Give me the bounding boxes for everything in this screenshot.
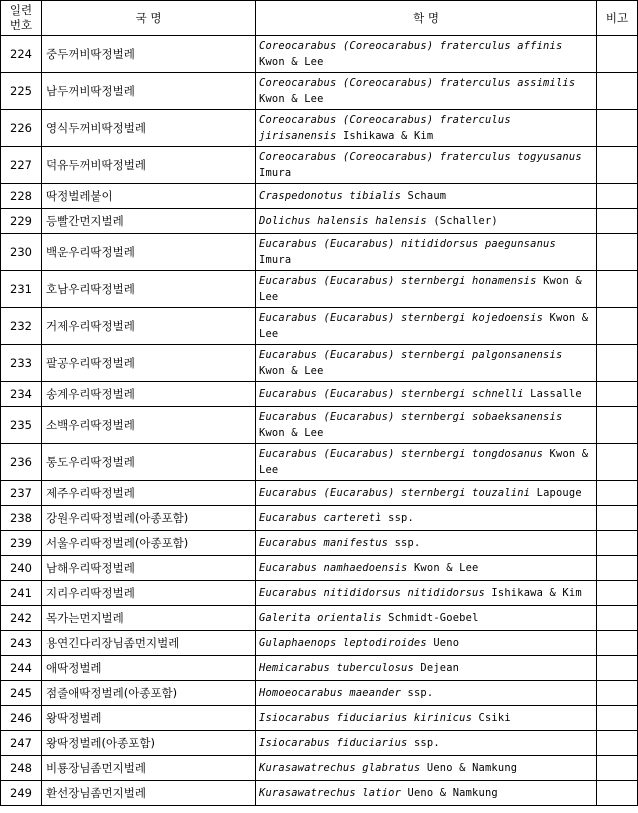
note-cell xyxy=(597,706,638,731)
scientific-name: Galerita orientalis xyxy=(259,612,382,624)
author: Imura xyxy=(259,167,292,179)
author: Kwon & Lee xyxy=(413,562,479,574)
korean-name: 팔공우리딱정벌레 xyxy=(42,345,256,382)
table-row xyxy=(1,407,638,444)
serial-number: 234 xyxy=(1,382,42,407)
author: Imura xyxy=(259,254,292,266)
author: Ueno & Namkung xyxy=(426,762,518,774)
table-row xyxy=(1,184,638,209)
serial-number: 249 xyxy=(1,781,42,806)
korean-name: 중두꺼비딱정벌레 xyxy=(42,36,256,73)
note-cell xyxy=(597,631,638,656)
table-row xyxy=(1,556,638,581)
scientific-name-cell xyxy=(256,756,597,781)
serial-number: 242 xyxy=(1,606,42,631)
scientific-name-cell xyxy=(256,271,597,308)
scientific-name: Eucarabus (Eucarabus) sternbergi kojedoensis xyxy=(259,312,544,324)
scientific-name-cell xyxy=(256,147,597,184)
scientific-name-cell xyxy=(256,110,597,147)
table-row xyxy=(1,444,638,481)
table-row xyxy=(1,110,638,147)
note-cell xyxy=(597,36,638,73)
scientific-name-cell xyxy=(256,581,597,606)
scientific-name-cell xyxy=(256,345,597,382)
author: Ueno xyxy=(433,637,460,649)
korean-name: 영식두꺼비딱정벌레 xyxy=(42,110,256,147)
korean-name: 서울우리딱정벌레(아종포함) xyxy=(42,531,256,556)
scientific-name-cell xyxy=(256,407,597,444)
scientific-name: Eucarabus (Eucarabus) sternbergi tongdosanus xyxy=(259,448,544,460)
scientific-name-cell xyxy=(256,308,597,345)
scientific-name-cell xyxy=(256,444,597,481)
scientific-name: Coreocarabus (Coreocarabus) fraterculus assimilis xyxy=(259,77,576,89)
table-row xyxy=(1,756,638,781)
korean-name: 점줄애딱정벌레(아종포함) xyxy=(42,681,256,706)
serial-number: 228 xyxy=(1,184,42,209)
scientific-name-cell xyxy=(256,506,597,531)
serial-number: 247 xyxy=(1,731,42,756)
author: ssp. xyxy=(407,687,434,699)
scientific-name: Isiocarabus fiduciarius kirinicus xyxy=(259,712,473,724)
table-row xyxy=(1,731,638,756)
korean-name: 용연긴다리장님좀먼지벌레 xyxy=(42,631,256,656)
scientific-name-cell xyxy=(256,531,597,556)
korean-name: 비룡장님좀먼지벌레 xyxy=(42,756,256,781)
korean-name: 송계우리딱정벌레 xyxy=(42,382,256,407)
serial-number: 238 xyxy=(1,506,42,531)
table-row xyxy=(1,631,638,656)
korean-name: 등빨간먼지벌레 xyxy=(42,209,256,234)
note-cell xyxy=(597,781,638,806)
scientific-name-cell xyxy=(256,781,597,806)
serial-number: 248 xyxy=(1,756,42,781)
serial-number: 233 xyxy=(1,345,42,382)
table-row xyxy=(1,271,638,308)
serial-number: 226 xyxy=(1,110,42,147)
note-cell xyxy=(597,209,638,234)
author: (Schaller) xyxy=(433,215,498,227)
note-cell xyxy=(597,407,638,444)
scientific-name: Eucarabus carteretì xyxy=(259,512,382,524)
table-row xyxy=(1,581,638,606)
table-row xyxy=(1,481,638,506)
serial-number: 239 xyxy=(1,531,42,556)
author: Kwon & Lee xyxy=(259,312,589,340)
korean-name: 애딱정벌레 xyxy=(42,656,256,681)
scientific-name-cell xyxy=(256,681,597,706)
note-cell xyxy=(597,444,638,481)
scientific-name-cell xyxy=(256,481,597,506)
korean-name: 딱정벌레붙이 xyxy=(42,184,256,209)
scientific-name: Eucarabus manifestus xyxy=(259,537,389,549)
scientific-name: Eucarabus nitididorsus nitididorsus xyxy=(259,587,485,599)
korean-name: 덕유두꺼비딱정벌레 xyxy=(42,147,256,184)
scientific-name: Eucarabus (Eucarabus) sternbergi palgonsanensis xyxy=(259,349,563,361)
scientific-name-cell xyxy=(256,606,597,631)
table-body xyxy=(1,36,638,806)
note-cell xyxy=(597,556,638,581)
serial-number: 225 xyxy=(1,73,42,110)
serial-number: 230 xyxy=(1,234,42,271)
table-row xyxy=(1,345,638,382)
scientific-name: Coreocarabus (Coreocarabus) fraterculus jirisanensis xyxy=(259,114,511,142)
author: Kwon & Lee xyxy=(259,448,589,476)
korean-name: 목가는먼지벌레 xyxy=(42,606,256,631)
korean-name: 백운우리딱정벌레 xyxy=(42,234,256,271)
author: Csiki xyxy=(478,712,511,724)
scientific-name-cell xyxy=(256,556,597,581)
note-cell xyxy=(597,308,638,345)
serial-number: 243 xyxy=(1,631,42,656)
author: Lapouge xyxy=(536,487,582,499)
author: Lassalle xyxy=(530,388,582,400)
scientific-name: Craspedonotus tibialis xyxy=(259,190,402,202)
scientific-name: Kurasawatrechus latior xyxy=(259,787,402,799)
note-cell xyxy=(597,681,638,706)
scientific-name: Coreocarabus (Coreocarabus) fraterculus togyusanus xyxy=(259,151,582,163)
author: Ueno & Namkung xyxy=(407,787,498,799)
author: ssp. xyxy=(388,512,414,524)
scientific-name: Gulaphaenops leptodiroides xyxy=(259,637,427,649)
author: Ishikawa & Kim xyxy=(491,587,582,599)
korean-name: 거제우리딱정벌레 xyxy=(42,308,256,345)
serial-number: 232 xyxy=(1,308,42,345)
note-cell xyxy=(597,73,638,110)
author: ssp. xyxy=(413,737,440,749)
scientific-name: Coreocarabus (Coreocarabus) fraterculus affinis xyxy=(259,40,563,52)
korean-name: 지리우리딱정벌레 xyxy=(42,581,256,606)
scientific-name-cell xyxy=(256,209,597,234)
author: Kwon & Lee xyxy=(259,427,324,439)
note-cell xyxy=(597,481,638,506)
table-row xyxy=(1,308,638,345)
header-row xyxy=(1,1,638,36)
table-row xyxy=(1,73,638,110)
author: Dejean xyxy=(420,662,460,674)
author: ssp. xyxy=(394,537,421,549)
table-row xyxy=(1,234,638,271)
scientific-name: Eucarabus (Eucarabus) sternbergi honamensis xyxy=(259,275,537,287)
author: Schmidt-Goebel xyxy=(388,612,479,624)
table-row xyxy=(1,147,638,184)
scientific-name: Eucarabus (Eucarabus) sternbergi sobaeksanensis xyxy=(259,411,563,423)
author: Ishikawa & Kim xyxy=(342,130,434,142)
note-cell xyxy=(597,581,638,606)
korean-name: 호남우리딱정벌레 xyxy=(42,271,256,308)
serial-number: 229 xyxy=(1,209,42,234)
note-cell xyxy=(597,147,638,184)
korean-name: 소백우리딱정벌레 xyxy=(42,407,256,444)
serial-number: 231 xyxy=(1,271,42,308)
note-cell xyxy=(597,531,638,556)
korean-name: 강원우리딱정벌레(아종포함) xyxy=(42,506,256,531)
scientific-name: Homoeocarabus maeander xyxy=(259,687,402,699)
scientific-name: Eucarabus namhaedoensis xyxy=(259,562,408,574)
korean-name: 제주우리딱정벌레 xyxy=(42,481,256,506)
table-row xyxy=(1,656,638,681)
serial-number: 224 xyxy=(1,36,42,73)
scientific-name-cell xyxy=(256,382,597,407)
table-row xyxy=(1,681,638,706)
scientific-name-cell xyxy=(256,184,597,209)
scientific-name: Kurasawatrechus glabratus xyxy=(259,762,421,774)
scientific-name: Eucarabus (Eucarabus) sternbergi touzalini xyxy=(259,487,531,499)
serial-number: 246 xyxy=(1,706,42,731)
scientific-name: Eucarabus (Eucarabus) sternbergi schnelli xyxy=(259,388,524,400)
table-row xyxy=(1,209,638,234)
author: Schaum xyxy=(407,190,447,202)
note-cell xyxy=(597,506,638,531)
korean-name: 통도우리딱정벌레 xyxy=(42,444,256,481)
scientific-name-cell xyxy=(256,656,597,681)
author: Kwon & Lee xyxy=(259,93,324,105)
header-scientific-name: 학 명 xyxy=(256,1,597,36)
scientific-name-cell xyxy=(256,234,597,271)
korean-name: 남두꺼비딱정벌레 xyxy=(42,73,256,110)
scientific-name: Isiocarabus fiduciarius xyxy=(259,737,408,749)
scientific-name: Hemicarabus tuberculosus xyxy=(259,662,414,674)
scientific-name-cell xyxy=(256,631,597,656)
serial-number: 245 xyxy=(1,681,42,706)
header-serial: 일련 번호 xyxy=(1,1,42,36)
scientific-name: Eucarabus (Eucarabus) nitididorsus paegunsanus xyxy=(259,238,556,250)
note-cell xyxy=(597,234,638,271)
header-korean-name: 국 명 xyxy=(42,1,256,36)
author: Kwon & Lee xyxy=(259,56,324,68)
note-cell xyxy=(597,606,638,631)
serial-number: 235 xyxy=(1,407,42,444)
note-cell xyxy=(597,271,638,308)
korean-name: 남해우리딱정벌레 xyxy=(42,556,256,581)
serial-number: 236 xyxy=(1,444,42,481)
scientific-name-cell xyxy=(256,731,597,756)
note-cell xyxy=(597,382,638,407)
table-row xyxy=(1,36,638,73)
note-cell xyxy=(597,110,638,147)
scientific-name: Dolichus halensis halensis xyxy=(259,215,427,227)
table-row xyxy=(1,382,638,407)
table-row xyxy=(1,506,638,531)
table-row xyxy=(1,606,638,631)
author: Kwon & Lee xyxy=(259,275,582,303)
scientific-name-cell xyxy=(256,73,597,110)
author: Kwon & Lee xyxy=(259,365,324,377)
scientific-name-cell xyxy=(256,706,597,731)
table-row xyxy=(1,706,638,731)
note-cell xyxy=(597,656,638,681)
table-row xyxy=(1,781,638,806)
note-cell xyxy=(597,756,638,781)
korean-name: 왕딱정벌레(아종포함) xyxy=(42,731,256,756)
header-note: 비고 xyxy=(597,1,638,36)
serial-number: 240 xyxy=(1,556,42,581)
note-cell xyxy=(597,184,638,209)
serial-number: 241 xyxy=(1,581,42,606)
note-cell xyxy=(597,345,638,382)
scientific-name-cell xyxy=(256,36,597,73)
note-cell xyxy=(597,731,638,756)
serial-number: 227 xyxy=(1,147,42,184)
korean-name: 왕딱정벌레 xyxy=(42,706,256,731)
korean-name: 환선장님좀먼지벌레 xyxy=(42,781,256,806)
table-row xyxy=(1,531,638,556)
serial-number: 237 xyxy=(1,481,42,506)
serial-number: 244 xyxy=(1,656,42,681)
